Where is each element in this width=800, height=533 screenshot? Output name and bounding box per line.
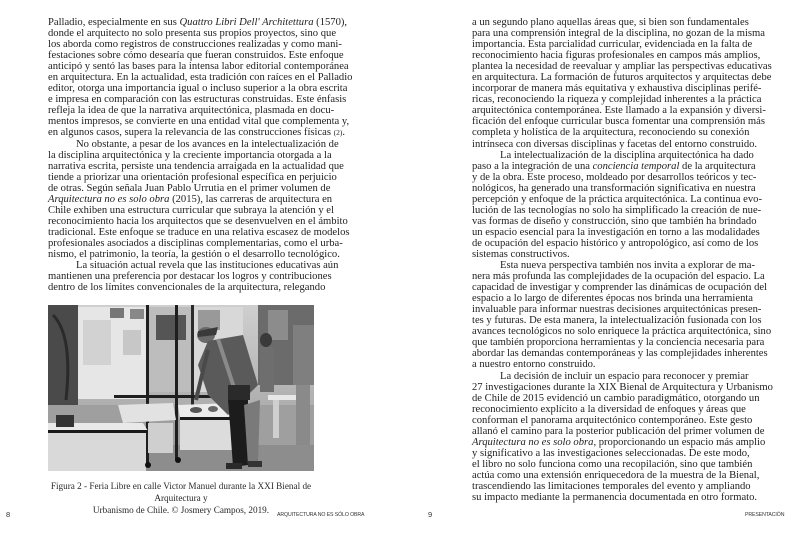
text-line: el libro no solo funciona como una recopilación, sino que también [472,458,753,470]
page-number: 8 [6,510,11,519]
text-line: avances tecnológicos no solo enriquece la práctica arquitectónica, sino [472,326,772,338]
text-line: ricas, reconociendo la riqueza y complejidad inherentes a la práctica [472,94,762,106]
text-line: y significativo a las investigaciones seleccionadas. De este modo, [472,447,750,459]
paragraph [472,17,772,150]
text-line: conforman el panorama arquitectónico contemporáneo. Este gesto [472,414,753,426]
left-text-column [48,17,353,294]
right-page [400,0,800,533]
paragraph [472,149,763,260]
text-line: sistemas constructivos. [472,248,570,260]
text-line: en arquitectura. En la actualidad, esta tradición con raíces en el Palladio [48,72,353,84]
text-line: invaluable para informar nuestras decisiones arquitectónicas presen- [472,304,762,316]
text-line: editor, otorga una importancia igual o incluso superior a la obra escrita [48,83,348,95]
text-line: vas formas de diseño y construcción, sino que también ha brindado [472,215,757,227]
text-line: tes y futuras. De esta manera, la intelectualización fusionada con los [472,315,762,327]
text-line: refleja la idea de que la narrativa arquitectónica, plasmada en docu- [48,105,335,117]
italic-title: Quattro Libri Dell' Architettura [179,17,314,28]
caption-line: Urbanismo de Chile. © Josmery Campos, 2019. [92,505,270,515]
text-line: plantea la necesidad de reevaluar y ampliar las perspectivas educativas [472,61,772,73]
text-line: donde el arquitecto no solo presenta sus propios proyectos, sino que [48,28,337,40]
text-line: ficación del enfoque curricular busca fomentar una comprensión más [472,116,765,128]
right-text-column [472,17,773,504]
text-line: Esta nueva perspectiva también nos invita a explorar de ma- [500,260,756,272]
text-line: No obstante, a pesar de los avances en la intelectualización de [76,138,339,150]
text-line: arquitectónica contemporánea. Este llamado a la expansión y diversi- [472,105,766,117]
text-line: de otras. Según señala Juan Pablo Urrutia en el primer volumen de [48,182,331,194]
text-line: mantienen una preferencia por destacar los logros y contribuciones [48,271,332,283]
text-line: abordar las demandas contemporáneas y las complejidades inherentes [472,348,768,360]
citation-ref: (2) [333,128,343,138]
running-head: PRESENTACIÓN [745,512,785,518]
figure-caption [48,480,314,516]
text-line: actúa como una extensión enriquecedora de la muestra de la Bienal, [472,469,760,481]
text-line: Arquitectura no es solo obra (2015), las carreras de arquitectura en [48,193,333,205]
text-line: paso a la integración de una conciencia temporal de la arquitectura [472,160,756,172]
caption-line: Figura 2 - Feria Libre en calle Victor Manuel durante la XXI Bienal de Arquitectura y [50,481,312,503]
text-line: percepción y enfoque de la práctica arquitectónica. La continua evo- [472,193,763,205]
text-line: en arquitectura. La formación de futuros arquitectos y arquitectas debe [472,72,772,84]
text-line: a nuestro entorno construido. [472,359,596,371]
text-line: completa y holística de la arquitectura, reconociendo su conexión [472,127,750,139]
text-line: que también proporciona herramientas y la conciencia necesaria para [472,337,765,349]
text-line: para una comprensión integral de la disciplina, no gozan de la misma [472,28,765,40]
paragraph [48,260,339,294]
text-line: a un segundo plano aquellas áreas que, si bien son fundamentales [472,17,749,28]
text-line: la disciplina arquitectónica y la creciente importancia otorgada a la [48,149,332,161]
text-line: narrativa escrita, persiste una tendencia arraigada en la actualidad que [48,160,344,172]
italic-title: Arquitectura no es solo obra [472,436,594,448]
text-line: tiende a priorizar una orientación profesional específica en perjuicio [48,171,337,183]
text-line: dentro de los límites convencionales de la arquitectura, relegando [48,282,326,294]
text-line: los aborda como registros de construcciones realizadas y como mani- [48,39,342,51]
text-line: y de la obra. Este proceso, moldeado por desarrollos teóricos y tec- [472,171,757,183]
photo-street-fair [48,305,314,471]
text-line: lución de las tecnologías no solo ha simplificado la creación de nue- [472,204,762,216]
text-line: tradicional. Este enfoque se traduce en una relativa escasez de modelos [48,226,350,238]
text-line: incorporar de manera más equitativa y exhaustiva disciplinas perifé- [472,83,762,95]
text-line: festaciones sobre cómo desearía que fueran construidos. Este enfoque [48,50,344,62]
text-line: de Chile de 2015 evidenció un cambio paradigmático, otorgando un [472,392,760,404]
text-line: allanó el camino para la posterior publicación del primer volumen de [472,425,765,437]
text-line: Palladio, especialmente en sus Quattro Libri Dell' Architettura (1570), [48,17,348,28]
paragraph [48,138,350,261]
text-line: nismo, el patrimonio, la teoría, la gestión o el desarrollo tecnológico. [48,248,340,260]
text-line: Arquitectura no es solo obra, proporcionando un espacio más amplio [472,436,766,448]
text-line: reconocimiento hacia figuras profesionales en campos más amplios, [472,50,761,62]
italic-title: conciencia temporal [592,160,680,172]
text-line: de ocupación del espacio histórico y antropológico, así como de los [472,237,759,249]
text-line: trascendiendo las limitaciones temporales del evento y ampliando [472,480,751,492]
text-line: importancia. Esta parcialidad curricular, evidenciada en la falta de [472,39,753,51]
text-line: anticipó y sentó las bases para la intensa labor editorial contemporánea [48,61,349,73]
text-line: reconocimiento explícito a la diversidad de enfoques y áreas que [472,403,746,415]
text-line: La decisión de incluir un espacio para reconocer y premiar [500,370,749,382]
text-line: mentos impresos, se convierte en una entidad vital que complementa y, [48,116,350,128]
text-line: La intelectualización de la disciplina arquitectónica ha dado [500,149,754,161]
text-line: e impresa en comparación con las estructuras construidas. Este énfasis [48,94,347,106]
text-line: en algunos casos, supera la relevancia de las construcciones físicas (2). [48,127,346,139]
paragraph [472,370,773,504]
italic-title: Arquitectura no es solo obra [48,193,170,205]
text-line: nera más profunda las complejidades de la ocupación del espacio. La [472,271,765,283]
text-line: su impacto mediante la permanencia documentada en otro formato. [472,492,758,504]
text-line: profesionales asociados a disciplinas complementarias, como el urba- [48,237,343,249]
text-line: reconocimiento hacia los arquitectos que se desenvuelven en el ámbito [48,215,348,227]
text-line: intrínseca con diversas disciplinas y facetas del entorno construido. [472,138,758,150]
text-line: La situación actual revela que las instituciones educativas aún [76,260,339,272]
paragraph [472,260,772,371]
paragraph [48,17,353,139]
text-line: capacidad de investigar y comprender las dinámicas de ocupación del [472,282,768,294]
figure-photo [48,305,314,471]
text-line: Chile exhiben una estructura curricular que subraya la atención y el [48,204,334,216]
running-head: ARQUITECTURA NO ES SÓLO OBRA [277,512,365,518]
text-line: nológicos, ha generado una transformación significativa en nuestra [472,182,756,194]
text-line: 27 investigaciones durante la XIX Bienal de Arquitectura y Urbanismo [472,381,773,393]
page-number: 9 [428,510,433,519]
text-line: un espacio esencial para la investigación en torno a las modalidades [472,226,760,238]
text-line: espacio a lo largo de diferentes épocas nos brinda una herramienta [472,293,754,305]
